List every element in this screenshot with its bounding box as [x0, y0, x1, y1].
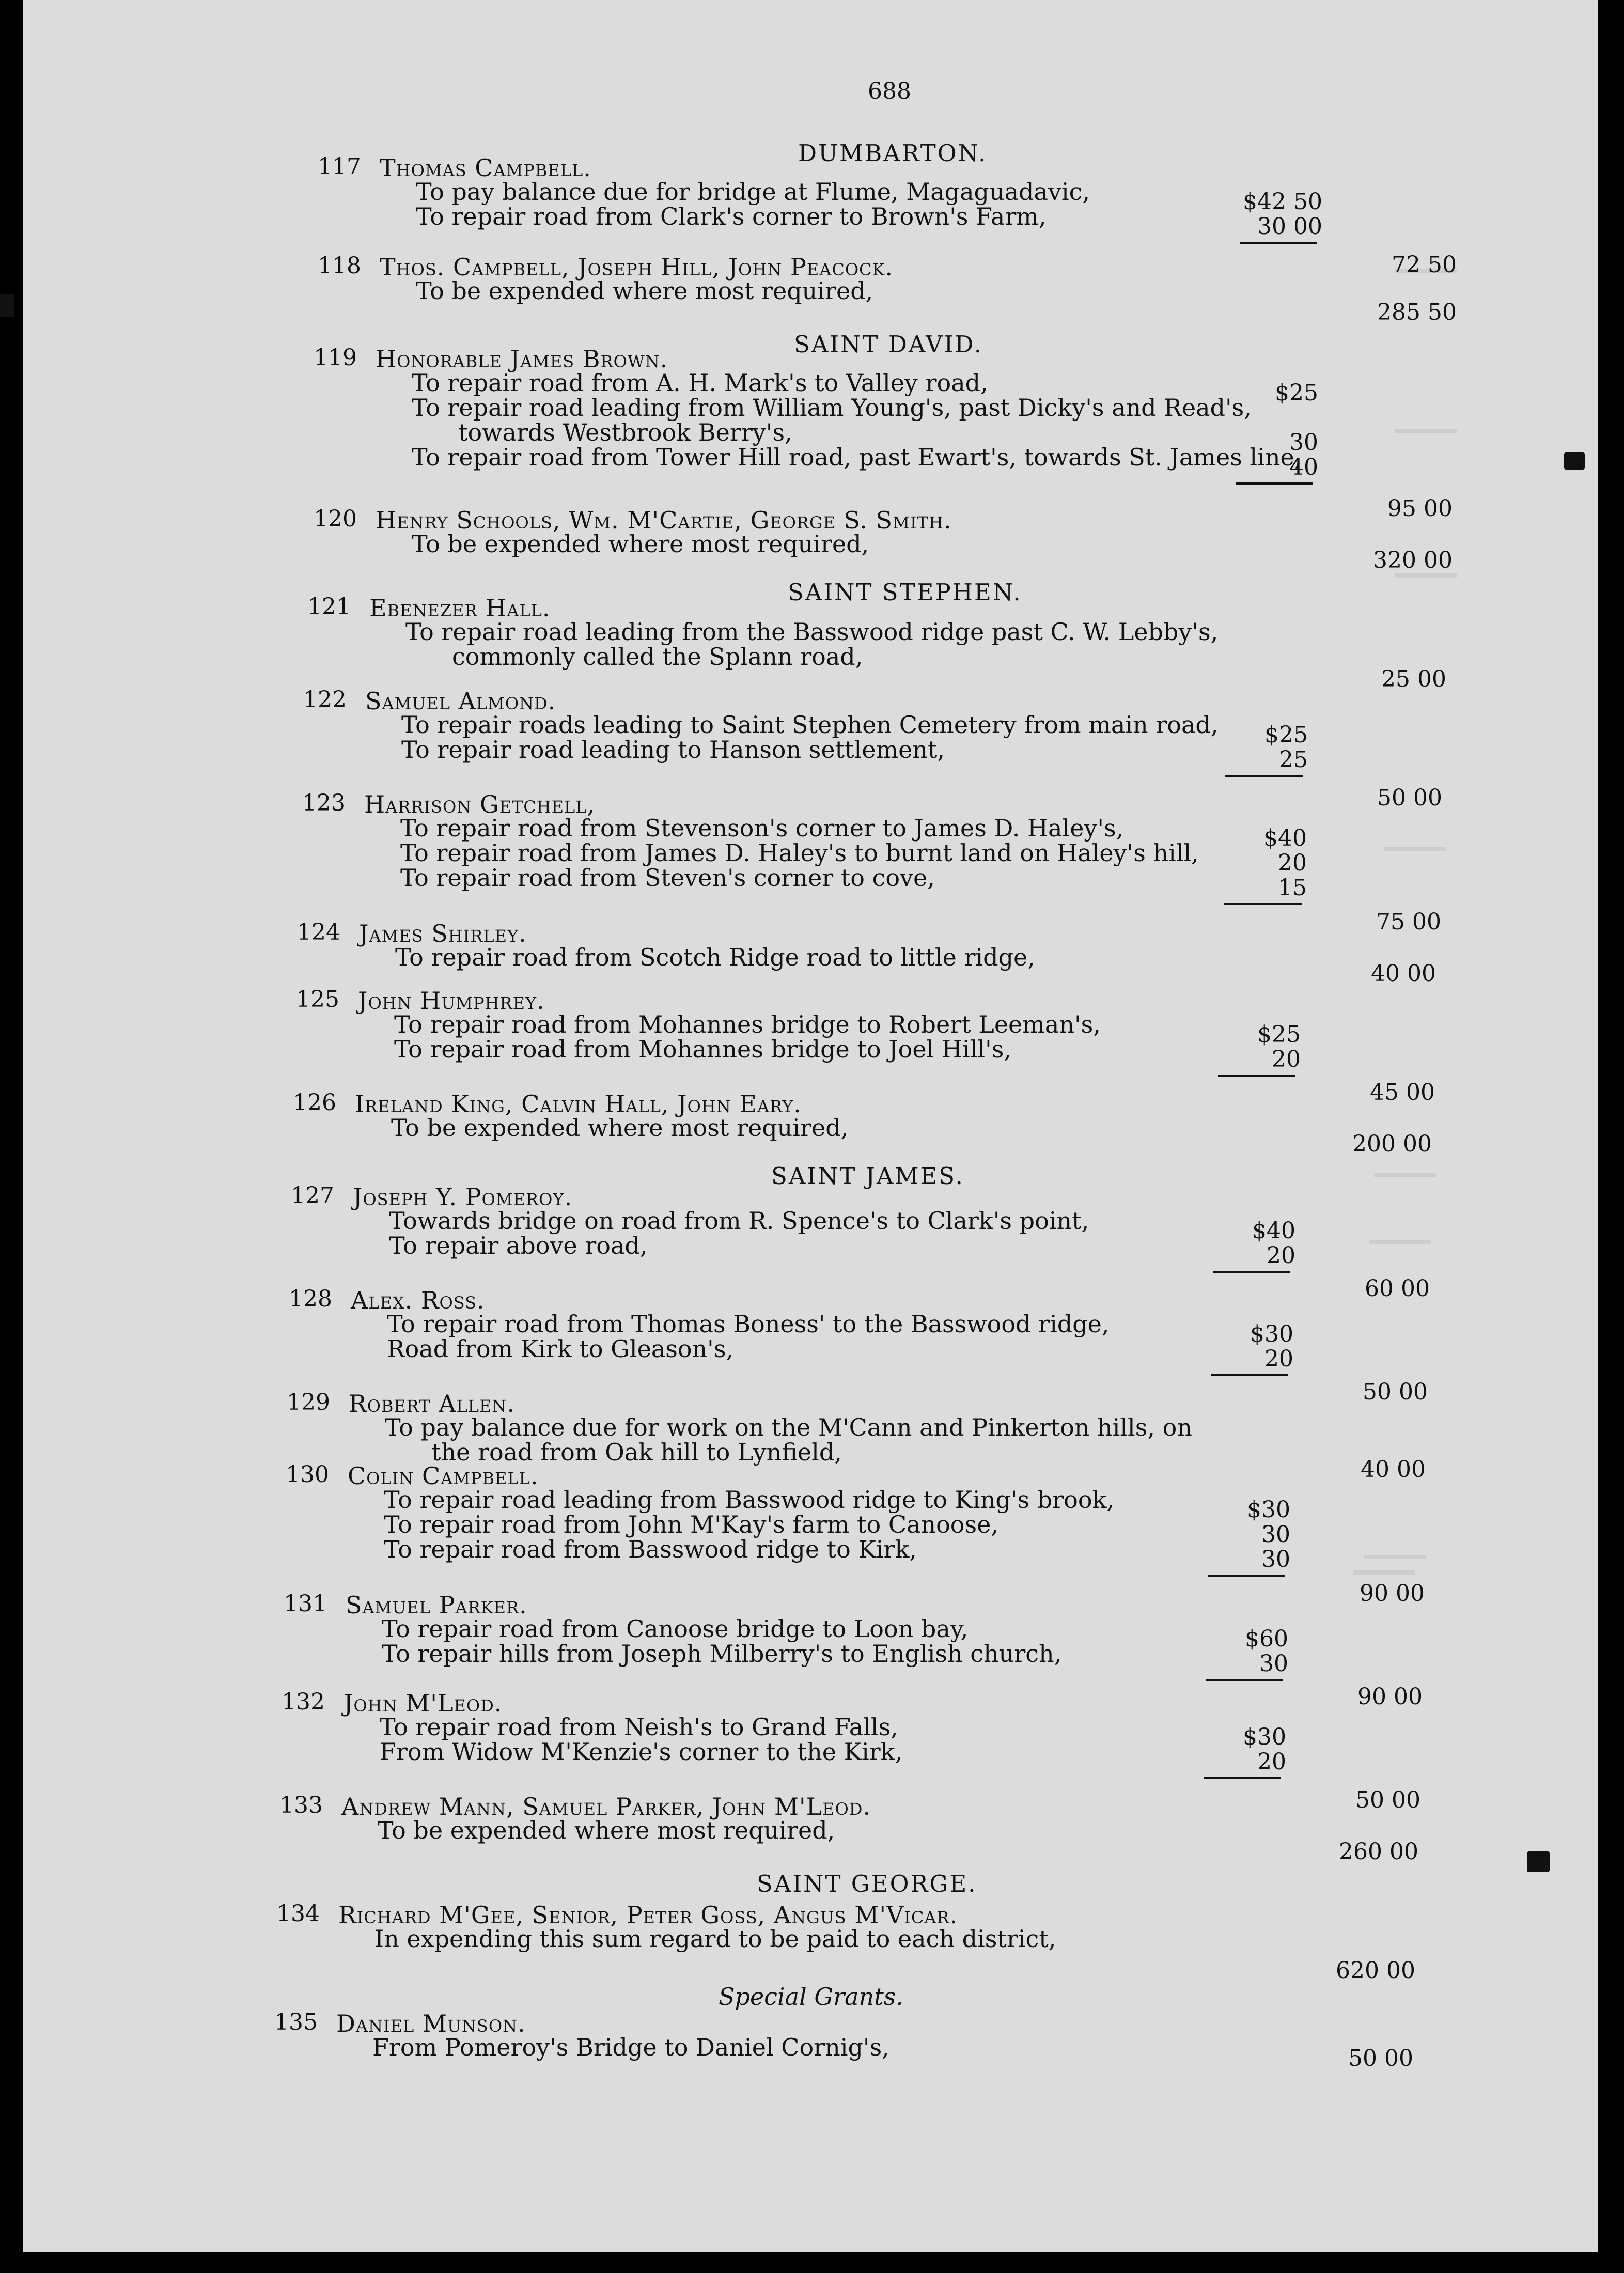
entry-number: 117 [318, 153, 361, 180]
entry-names: Robert Allen. [349, 1390, 515, 1418]
entry-total: 90 00 [1357, 1684, 1423, 1710]
entry-number: 133 [279, 1792, 323, 1818]
item-description: To pay balance due for bridge at Flume, Magaguadavic, [416, 178, 1090, 206]
item-description: To repair hills from Joseph Milberry's to English church, [382, 1640, 1062, 1668]
entry-total: 200 00 [1352, 1131, 1432, 1157]
item-description: To repair road from Basswood ridge to Kirk, [384, 1535, 917, 1563]
item-amount: 20 [1267, 1242, 1295, 1269]
subsection-heading: Special Grants. [719, 1983, 903, 2011]
item-description: To repair road from John M'Kay's farm to Canoose, [384, 1511, 998, 1538]
sum-rule [1213, 1271, 1290, 1273]
entry-number: 123 [302, 790, 346, 816]
entry-total: 40 00 [1371, 960, 1436, 987]
item-description: To repair road from Scotch Ridge road to little ridge, [395, 943, 1035, 971]
entry-number: 135 [274, 2009, 318, 2035]
item-description: To be expended where most required, [412, 530, 869, 558]
item-description: To repair road leading from Basswood ridge to King's brook, [384, 1486, 1115, 1514]
item-amount: 20 [1272, 1046, 1301, 1072]
entry-number: 134 [276, 1901, 320, 1927]
entry-names: Thomas Campbell. [380, 154, 591, 182]
entry-total: 50 00 [1348, 2045, 1413, 2072]
entry-number: 132 [282, 1689, 325, 1715]
item-amount: $40 [1252, 1218, 1295, 1244]
entry-number: 131 [284, 1591, 327, 1617]
bleed-through-smudge [1384, 847, 1446, 851]
section-heading: SAINT STEPHEN. [788, 579, 1022, 606]
item-description: To repair road from Clark's corner to Brown's Farm, [416, 203, 1047, 230]
sum-rule [1240, 242, 1317, 244]
item-description: In expending this sum regard to be paid to each district, [374, 1925, 1056, 1953]
entry-total: 50 00 [1363, 1379, 1428, 1405]
entry-total: 90 00 [1360, 1580, 1425, 1607]
item-description: To be expended where most required, [391, 1114, 849, 1142]
entry-total: 620 00 [1336, 1957, 1415, 1984]
bleed-through-smudge [1353, 1570, 1415, 1575]
item-amount: $25 [1257, 1021, 1301, 1048]
item-amount: 20 [1264, 1346, 1293, 1372]
entry-names: Alex. Ross. [351, 1286, 485, 1314]
sum-rule [1206, 1679, 1283, 1681]
item-description: To pay balance due for work on the M'Cann and Pinkerton hills, on [385, 1413, 1192, 1441]
scan-edge-mark [1564, 452, 1585, 470]
entry-total: 95 00 [1387, 495, 1453, 522]
item-description: Towards bridge on road from R. Spence's to Clark's point, [389, 1207, 1089, 1235]
item-description: From Widow M'Kenzie's corner to the Kirk, [380, 1738, 903, 1766]
entry-total: 40 00 [1361, 1456, 1426, 1483]
entry-names: Richard M'Gee, Senior, Peter Goss, Angus M'Vicar. [338, 1901, 958, 1929]
entry-names: Henry Schools, Wm. M'Cartie, George S. Smith. [376, 506, 952, 534]
scan-edge-mark [1527, 1851, 1550, 1872]
sum-rule [1211, 1374, 1288, 1376]
entry-names: Samuel Parker. [346, 1591, 527, 1619]
sum-rule [1225, 775, 1303, 777]
item-description: To repair road from James D. Haley's to burnt land on Haley's hill, [400, 839, 1199, 867]
item-amount: 20 [1257, 1749, 1286, 1775]
entry-number: 125 [296, 986, 339, 1013]
entry-total: 75 00 [1376, 909, 1441, 935]
entry-total: 45 00 [1370, 1079, 1435, 1106]
item-description: To repair road from Stevenson's corner to James D. Haley's, [400, 814, 1124, 842]
item-amount: $30 [1243, 1724, 1286, 1750]
entry-total: 25 00 [1381, 666, 1446, 692]
sum-rule [1204, 1777, 1281, 1779]
item-description: To repair road from Canoose bridge to Loon bay, [382, 1615, 969, 1643]
entry-number: 121 [307, 594, 351, 620]
item-description: From Pomeroy's Bridge to Daniel Cornig's, [372, 2033, 889, 2061]
item-amount: $42 50 [1243, 189, 1322, 215]
item-description: To repair road from Mohannes bridge to Robert Leeman's, [394, 1010, 1101, 1038]
entry-number: 130 [286, 1461, 329, 1488]
item-description: To repair road leading from the Basswood ridge past C. W. Lebby's, [405, 618, 1219, 646]
section-heading: SAINT DAVID. [794, 331, 983, 358]
sum-rule [1208, 1575, 1285, 1577]
entry-names: Honorable James Brown. [376, 345, 668, 373]
section-heading: SAINT JAMES. [771, 1162, 964, 1190]
item-description: Road from Kirk to Gleason's, [387, 1335, 734, 1363]
section-heading: DUMBARTON. [798, 139, 988, 167]
item-amount: 30 [1289, 429, 1318, 456]
entry-names: Ebenezer Hall. [369, 594, 551, 622]
item-amount: 30 [1259, 1651, 1288, 1677]
entry-names: John Humphrey. [358, 987, 545, 1015]
item-description: To repair road from Steven's corner to cove, [400, 864, 935, 892]
bleed-through-smudge [1374, 1173, 1436, 1177]
sum-rule [1236, 482, 1313, 485]
entry-number: 129 [287, 1389, 330, 1415]
entry-number: 122 [303, 687, 347, 713]
item-amount: 25 [1279, 746, 1308, 773]
entry-names: Samuel Almond. [365, 687, 556, 715]
item-amount: 40 [1289, 454, 1318, 480]
entry-number: 124 [297, 919, 340, 945]
section-heading: SAINT GEORGE. [757, 1870, 977, 1897]
entry-number: 120 [314, 506, 357, 532]
item-amount: 15 [1278, 875, 1307, 901]
bleed-through-smudge [1395, 573, 1457, 578]
entry-number: 126 [293, 1089, 336, 1116]
item-amount: 30 [1261, 1546, 1290, 1573]
entry-total: 50 00 [1355, 1787, 1420, 1813]
entry-names: John M'Leod. [343, 1689, 503, 1717]
sum-rule [1224, 903, 1302, 905]
entry-number: 118 [318, 253, 361, 279]
item-amount: 30 00 [1257, 213, 1322, 240]
item-amount: 20 [1278, 850, 1307, 876]
entry-number: 127 [291, 1182, 334, 1209]
item-amount: $25 [1275, 380, 1318, 406]
entry-names: Daniel Munson. [336, 2010, 526, 2037]
entry-names: Andrew Mann, Samuel Parker, John M'Leod. [341, 1793, 871, 1820]
entry-names: Ireland King, Calvin Hall, John Eary. [355, 1090, 802, 1118]
item-amount: $30 [1250, 1321, 1293, 1347]
item-description: towards Westbrook Berry's, [458, 418, 792, 446]
bleed-through-smudge [1369, 1240, 1431, 1244]
item-description: To repair road from A. H. Mark's to Valley road, [412, 369, 988, 397]
entry-names: Colin Campbell. [348, 1462, 539, 1490]
item-description: To be expended where most required, [416, 277, 873, 305]
item-description: To repair roads leading to Saint Stephen Cemetery from main road, [401, 711, 1219, 739]
item-description: To be expended where most required, [378, 1816, 835, 1844]
item-amount: $40 [1263, 825, 1307, 851]
item-amount: 30 [1261, 1521, 1290, 1548]
entry-total: 72 50 [1392, 252, 1457, 278]
item-description: To repair road from Thomas Boness' to the Basswood ridge, [387, 1310, 1110, 1338]
entry-number: 128 [289, 1286, 332, 1312]
scan-edge-mark [0, 294, 14, 317]
page-number: 688 [868, 78, 911, 104]
item-amount: $60 [1245, 1626, 1288, 1652]
entry-names: Harrison Getchell, [364, 790, 596, 818]
item-description: To repair road from Mohannes bridge to Joel Hill's, [394, 1035, 1012, 1063]
entry-total: 60 00 [1365, 1275, 1430, 1302]
item-description: To repair road leading to Hanson settlement, [401, 736, 945, 764]
bleed-through-smudge [1364, 1555, 1426, 1559]
entry-total: 285 50 [1377, 299, 1457, 325]
item-description: To repair above road, [389, 1232, 648, 1259]
item-description: To repair road from Tower Hill road, past Ewart's, towards St. James line, [412, 443, 1302, 471]
item-amount: $30 [1247, 1497, 1290, 1523]
entry-names: James Shirley. [359, 920, 527, 947]
sum-rule [1218, 1075, 1295, 1077]
entry-total: 260 00 [1339, 1839, 1418, 1865]
item-description: To repair road leading from William Young's, past Dicky's and Read's, [412, 394, 1252, 422]
bleed-through-smudge [1395, 429, 1457, 433]
item-description: the road from Oak hill to Lynfield, [431, 1438, 842, 1466]
entry-total: 50 00 [1377, 785, 1442, 811]
entry-total: 320 00 [1373, 547, 1453, 573]
entry-names: Thos. Campbell, Joseph Hill, John Peacock. [380, 253, 894, 281]
item-description: To repair road from Neish's to Grand Falls, [380, 1713, 898, 1741]
item-description: commonly called the Splann road, [452, 643, 863, 671]
entry-number: 119 [314, 345, 357, 371]
entry-names: Joseph Y. Pomeroy. [353, 1183, 573, 1211]
item-amount: $25 [1264, 722, 1308, 748]
